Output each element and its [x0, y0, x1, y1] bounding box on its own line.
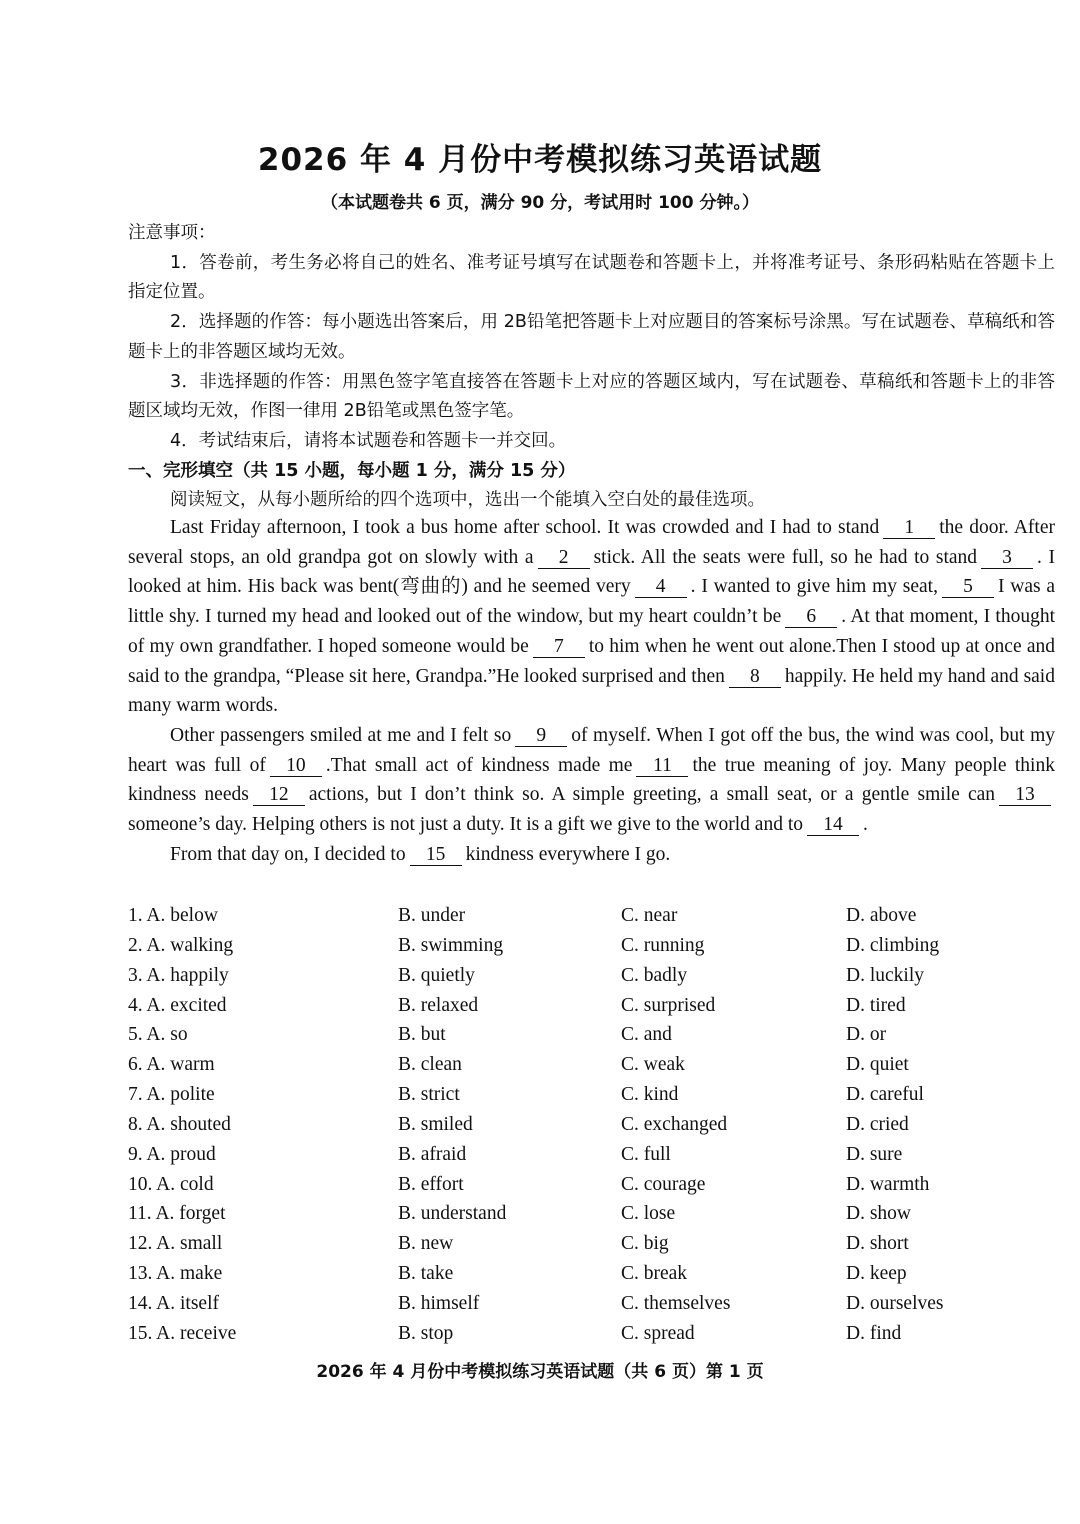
blank-10: 10	[270, 756, 322, 777]
passage-text: kindness everywhere I go.	[465, 843, 671, 865]
cloze-passage	[128, 513, 1055, 869]
option-c: C. badly	[621, 964, 688, 986]
notice-heading: 注意事项：	[128, 223, 216, 243]
option-row	[128, 1289, 1055, 1319]
option-a: 4. A. excited	[128, 994, 227, 1016]
option-c: C. lose	[621, 1203, 676, 1225]
passage-text: Last Friday afternoon, I took a bus home after school. It was crowded and I had to stand	[170, 517, 880, 538]
passage-text: stick. All the seats were full, so he had to stand	[593, 546, 978, 568]
option-row	[128, 961, 1055, 991]
option-d: D. climbing	[846, 934, 940, 956]
option-d: D. tired	[846, 994, 906, 1016]
option-c: C. courage	[621, 1173, 706, 1195]
blank-2: 2	[538, 548, 590, 569]
option-b: B. swimming	[398, 934, 504, 956]
option-a: 2. A. walking	[128, 934, 234, 956]
option-b: B. strict	[398, 1084, 460, 1106]
option-b: B. understand	[398, 1203, 507, 1225]
option-d: D. show	[846, 1203, 912, 1225]
option-a: 6. A. warm	[128, 1054, 215, 1076]
passage-text: the door. After several stops, an old grandpa got on slowly with a	[128, 517, 1055, 568]
option-c: C. exchanged	[621, 1113, 728, 1135]
option-b: B. stop	[398, 1322, 454, 1344]
section-instruction: 阅读短文，从每小题所给的四个选项中，选出一个能填入空白处的最佳选项。	[170, 490, 765, 511]
passage-text: the true meaning of joy. Many people think kindness needs	[128, 754, 1055, 806]
passage-paragraph-3	[128, 840, 1055, 870]
option-c: C. full	[621, 1143, 671, 1165]
option-row	[128, 1229, 1055, 1259]
blank-1: 1	[883, 518, 935, 539]
option-d: D. careful	[846, 1084, 924, 1106]
option-c: C. and	[621, 1024, 672, 1046]
page-footer: 2026 年 4 月份中考模拟练习英语试题（共 6 页）第 1 页	[316, 1362, 764, 1382]
blank-9: 9	[515, 726, 567, 747]
passage-text: happily. He held my hand and said many warm words.	[128, 665, 1055, 717]
passage-paragraph-1	[128, 513, 1055, 721]
blank-13: 13	[999, 785, 1051, 806]
option-c: C. kind	[621, 1084, 679, 1106]
option-a: 12. A. small	[128, 1233, 223, 1255]
option-row	[128, 931, 1055, 961]
option-c: C. running	[621, 934, 705, 956]
option-row	[128, 1050, 1055, 1080]
option-a: 9. A. proud	[128, 1143, 216, 1165]
passage-text: .	[863, 814, 868, 836]
notice-item-1: 1．答卷前，考生务必将自己的姓名、准考证号填写在试题卷和答题卡上，并将准考证号、条形码粘贴在答题卡上指定位置。	[128, 252, 1055, 303]
option-d: D. find	[846, 1322, 902, 1344]
blank-15: 15	[410, 845, 462, 866]
option-b: B. take	[398, 1263, 454, 1285]
answer-options	[128, 901, 1055, 1349]
blank-7: 7	[533, 637, 585, 658]
option-d: D. ourselves	[846, 1292, 944, 1314]
passage-text: actions, but I don’t think so. A simple greeting, a small seat, or a gentle smile can	[308, 784, 996, 806]
blank-6: 6	[785, 607, 837, 628]
option-b: B. clean	[398, 1054, 462, 1076]
option-d: D. quiet	[846, 1054, 909, 1076]
passage-text: of myself. When I got off the bus, the wind was cool, but my heart was full of	[128, 724, 1055, 776]
option-b: B. smiled	[398, 1113, 473, 1135]
option-row	[128, 901, 1055, 931]
option-d: D. warmth	[846, 1173, 930, 1195]
page-title: 2026 年 4 月份中考模拟练习英语试题	[257, 142, 823, 178]
passage-text: From that day on, I decided to	[170, 843, 406, 865]
option-a: 15. A. receive	[128, 1322, 237, 1344]
blank-8: 8	[729, 667, 781, 688]
option-a: 3. A. happily	[128, 964, 229, 986]
option-c: C. spread	[621, 1322, 695, 1344]
notice-item-3: 3．非选择题的作答：用黑色签字笔直接答在答题卡上对应的答题区域内，写在试题卷、草稿纸和答题卡上的非答题区域均无效，作图一律用 2B铅笔或黑色签字笔。	[128, 371, 1055, 422]
option-row	[128, 1110, 1055, 1140]
option-a: 13. A. make	[128, 1263, 223, 1285]
option-row	[128, 1080, 1055, 1110]
option-a: 14. A. itself	[128, 1292, 219, 1314]
option-a: 11. A. forget	[128, 1203, 226, 1225]
option-c: C. big	[621, 1233, 669, 1255]
option-row	[128, 1170, 1055, 1200]
option-b: B. new	[398, 1233, 454, 1255]
passage-text: I was a little shy. I turned my head and looked out of the window, but my heart couldn’t be	[128, 576, 1055, 628]
notice-item-4: 4．考试结束后，请将本试题卷和答题卡一并交回。	[170, 430, 567, 451]
blank-5: 5	[942, 577, 994, 598]
passage-text: to him when he went out alone.Then I stood up at once and said to the grandpa, “Please sit here, Grandpa.”He looked surprised and then	[128, 635, 1055, 687]
page-subtitle: （本试题卷共 6 页，满分 90 分，考试用时 100 分钟。）	[321, 193, 759, 213]
option-c: C. weak	[621, 1054, 685, 1076]
option-d: D. short	[846, 1233, 909, 1255]
option-d: D. keep	[846, 1263, 907, 1285]
option-a: 8. A. shouted	[128, 1113, 231, 1135]
option-d: D. cried	[846, 1113, 909, 1135]
option-row	[128, 1319, 1055, 1349]
option-b: B. himself	[398, 1292, 480, 1314]
passage-text: . I looked at him. His back was bent(弯曲的) and he seemed very	[128, 546, 1055, 598]
option-b: B. but	[398, 1024, 446, 1046]
blank-14: 14	[807, 815, 859, 836]
passage-text: . At that moment, I thought of my own grandfather. I hoped someone would be	[128, 606, 1055, 657]
blank-4: 4	[635, 577, 687, 598]
option-row	[128, 1199, 1055, 1229]
option-d: D. luckily	[846, 964, 924, 986]
blank-12: 12	[253, 785, 305, 806]
option-b: B. under	[398, 905, 466, 926]
option-c: C. surprised	[621, 994, 716, 1016]
passage-text: .That small act of kindness made me	[325, 754, 633, 776]
option-c: C. themselves	[621, 1292, 731, 1314]
option-d: D. above	[846, 905, 917, 926]
passage-paragraph-2	[128, 721, 1055, 840]
passage-text: . I wanted to give him my seat,	[690, 576, 938, 598]
passage-text: Other passengers smiled at me and I felt so	[170, 724, 512, 746]
option-row	[128, 991, 1055, 1021]
option-c: C. near	[621, 905, 678, 926]
passage-text: someone’s day. Helping others is not just a duty. It is a gift we give to the world and to	[128, 814, 803, 836]
blank-11: 11	[636, 756, 688, 777]
option-b: B. effort	[398, 1173, 464, 1195]
notice-section	[128, 219, 1055, 516]
option-b: B. relaxed	[398, 994, 479, 1016]
option-a: 5. A. so	[128, 1024, 188, 1046]
blank-3: 3	[981, 548, 1033, 569]
section-heading: 一、完形填空（共 15 小题，每小题 1 分，满分 15 分）	[128, 460, 576, 481]
option-a: 7. A. polite	[128, 1084, 215, 1106]
notice-item-2: 2．选择题的作答：每小题选出答案后，用 2B铅笔把答题卡上对应题目的答案标号涂黑。写在试题卷、草稿纸和答题卡上的非答题区域均无效。	[128, 312, 1055, 362]
option-b: B. afraid	[398, 1143, 467, 1165]
option-row	[128, 1140, 1055, 1170]
option-b: B. quietly	[398, 964, 475, 986]
option-row	[128, 1020, 1055, 1050]
option-d: D. or	[846, 1024, 887, 1046]
option-row	[128, 1259, 1055, 1289]
option-c: C. break	[621, 1263, 688, 1285]
option-a: 1. A. below	[128, 905, 218, 926]
option-a: 10. A. cold	[128, 1173, 214, 1195]
option-d: D. sure	[846, 1143, 903, 1165]
